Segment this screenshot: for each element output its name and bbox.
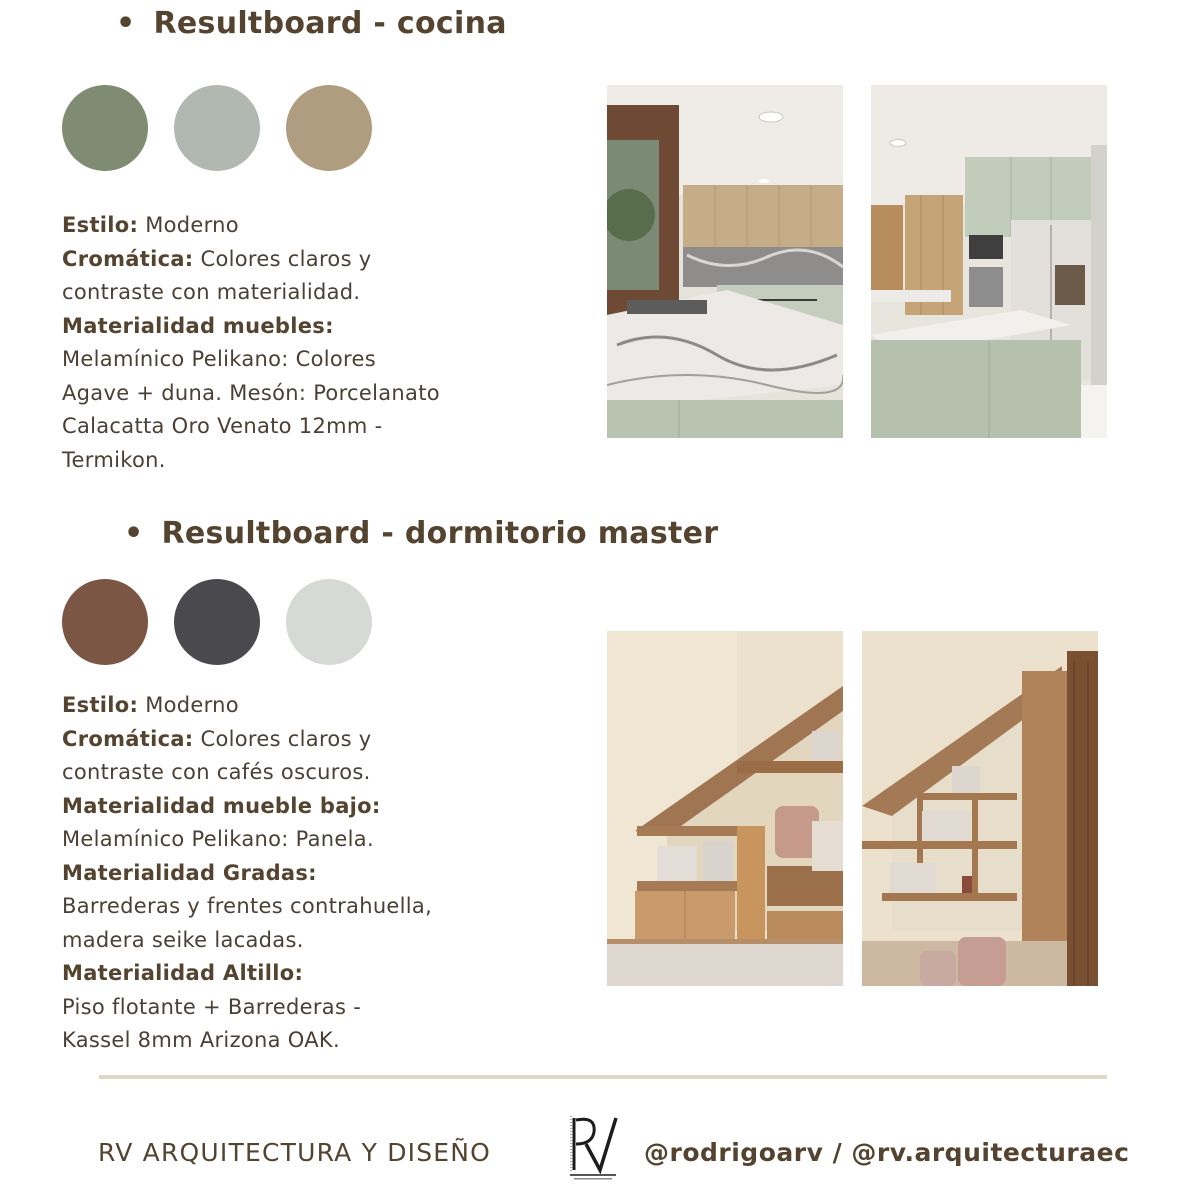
description-label: Materialidad mueble bajo: (62, 793, 381, 818)
rv-logo-icon (566, 1112, 622, 1182)
section-title-text: Resultboard - dormitorio master (161, 516, 719, 551)
description-line (62, 377, 502, 411)
section-title-cocina (116, 6, 507, 41)
description-label: Cromática: (62, 726, 194, 751)
description-line (62, 756, 502, 790)
color-swatch-sage (62, 85, 148, 171)
footer-brand-name: RV ARQUITECTURA Y DISEÑO (98, 1138, 492, 1167)
bullet-icon: • (124, 516, 144, 551)
description-text: Colores claros y (193, 246, 372, 271)
description-line (62, 410, 502, 444)
description-label: Materialidad Gradas: (62, 860, 317, 885)
description-line (62, 1024, 502, 1058)
kitchen-render-photo-2 (871, 85, 1107, 438)
description-text: Termikon. (62, 447, 166, 472)
description-line (62, 243, 502, 277)
description-text: Melamínico Pelikano: Panela. (62, 827, 374, 851)
description-line (62, 209, 502, 243)
kitchen-render-photo-1 (607, 85, 843, 438)
description-line (62, 857, 502, 891)
description-label: Cromática: (62, 246, 194, 271)
color-swatch-charcoal (174, 579, 260, 665)
description-text: Moderno (138, 693, 239, 717)
description-label: Estilo: (62, 213, 139, 237)
color-swatch-brown (62, 579, 148, 665)
description-line (62, 343, 502, 377)
bullet-icon: • (116, 6, 136, 41)
bedroom-render-photo-2 (862, 631, 1098, 986)
description-line (62, 890, 502, 924)
description-text: Calacatta Oro Venato 12mm - (62, 414, 383, 438)
description-text: Piso flotante + Barrederas - (62, 994, 362, 1019)
color-swatch-light-grey (286, 579, 372, 665)
footer-divider (99, 1075, 1107, 1079)
description-label: Materialidad Altillo: (62, 961, 304, 985)
description-text: Kassel 8mm Arizona OAK. (62, 1028, 340, 1052)
description-line (62, 310, 502, 344)
description-line (62, 723, 502, 757)
description-label: Estilo: (62, 693, 139, 717)
description-line (62, 957, 502, 991)
description-text: madera seike lacadas. (62, 927, 304, 952)
description-line (62, 276, 502, 310)
description-line (62, 689, 502, 723)
description-text: Agave + duna. Mesón: Porcelanato (62, 380, 440, 405)
description-line (62, 444, 502, 478)
section-title-dormitorio (124, 516, 718, 551)
kitchen-description (62, 209, 502, 477)
color-swatch-grey-green (174, 85, 260, 171)
color-swatch-dune (286, 85, 372, 171)
description-line (62, 790, 502, 824)
description-text: contraste con materialidad. (62, 280, 361, 304)
bedroom-render-photo-1 (607, 631, 843, 986)
section-title-text: Resultboard - cocina (153, 6, 507, 41)
description-line (62, 991, 502, 1025)
description-line (62, 823, 502, 857)
description-label: Materialidad muebles: (62, 313, 334, 338)
footer-social-handles: @rodrigoarv / @rv.arquitecturaec (644, 1138, 1130, 1167)
description-text: Moderno (138, 213, 239, 237)
description-text: Melamínico Pelikano: Colores (62, 347, 376, 371)
description-text: Colores claros y (193, 726, 372, 751)
description-text: contraste con cafés oscuros. (62, 760, 371, 784)
description-text: Barrederas y frentes contrahuella, (62, 894, 433, 918)
description-line (62, 924, 502, 958)
bedroom-description (62, 689, 502, 1058)
